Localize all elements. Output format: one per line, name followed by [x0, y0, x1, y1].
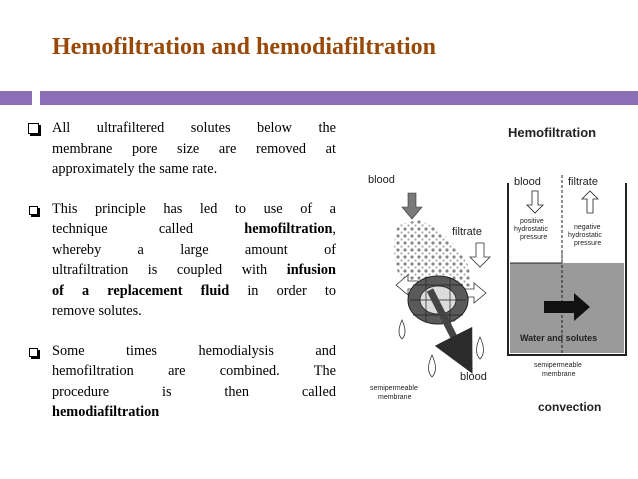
label-filtrate-right: filtrate	[568, 176, 598, 188]
checkbox-bullet-icon	[29, 206, 38, 215]
text-run: ultrafiltration is coupled with	[52, 262, 287, 278]
bullet-3-line-3: procedure is then called	[52, 383, 336, 400]
label-blood-bottom: blood	[460, 371, 487, 383]
negative-pressure-arrow-icon	[582, 191, 598, 213]
filtrate-arrow-icon	[470, 243, 490, 267]
label-blood-right: blood	[514, 176, 541, 188]
label-positive-pressure-2: hydrostatic	[514, 226, 548, 233]
convection-container	[508, 175, 626, 355]
bullet-3	[26, 341, 336, 423]
label-filtrate-left: filtrate	[452, 226, 482, 238]
label-membrane-left-1: semipermeable	[370, 385, 418, 392]
label-negative-pressure-2: hydrostatic	[568, 232, 602, 239]
accent-bar-left	[0, 91, 32, 105]
label-convection: convection	[538, 400, 602, 414]
label-membrane-right-1: semipermeable	[534, 362, 582, 369]
text-run: technique called	[52, 221, 245, 237]
bullet-2-line-5	[52, 281, 336, 302]
label-negative-pressure-1: negative	[574, 224, 601, 231]
diagram-title: Hemofiltration	[508, 125, 597, 140]
bullet-3-line-2: hemofiltration are combined. The	[52, 363, 336, 379]
bullet-1	[26, 118, 336, 180]
text-run: ,	[332, 221, 336, 237]
bullet-1-line-1: All ultrafiltered solutes below the	[52, 120, 336, 136]
bullet-2-line-4	[52, 260, 336, 281]
drop-icon	[429, 355, 436, 377]
slide-title: Hemofiltration and hemodiafiltration	[52, 34, 436, 60]
label-positive-pressure-3: pressure	[520, 234, 548, 241]
bullet-2-line-3: whereby a large amount of	[52, 241, 336, 258]
label-water-and-solutes: Water and solutes	[520, 333, 598, 343]
blood-in-arrow-icon	[402, 193, 422, 219]
checkbox-bullet-icon	[28, 123, 39, 134]
bullet-1-line-3: approximately the same rate.	[52, 161, 218, 177]
bullet-2-line-6: remove solutes.	[52, 303, 142, 319]
checkbox-bullet-icon	[29, 348, 38, 357]
bullet-2-line-2	[52, 219, 336, 240]
label-membrane-right-2: membrane	[542, 371, 576, 378]
label-membrane-left-2: membrane	[378, 394, 412, 401]
bullet-3-line-1: Some times hemodialysis and	[52, 342, 336, 359]
bullet-1-line-2: membrane pore size are removed at	[52, 140, 336, 157]
positive-pressure-arrow-icon	[527, 191, 543, 213]
hemofiltration-diagram	[368, 115, 628, 420]
drop-icon	[477, 337, 484, 359]
bullet-2	[26, 199, 336, 322]
term-hemofiltration: hemofiltration	[244, 221, 333, 237]
label-negative-pressure-3: pressure	[574, 240, 602, 247]
bullet-list	[26, 118, 336, 442]
drop-icon	[399, 320, 405, 339]
bullet-2-line-1: This principle has led to use of a	[52, 200, 336, 217]
label-blood-top: blood	[368, 174, 395, 186]
term-infusion: infusion	[286, 262, 336, 278]
accent-bar	[40, 91, 638, 105]
term-replacement-fluid: of a replacement fluid	[52, 282, 230, 299]
term-hemodiafiltration: hemodiafiltration	[52, 404, 160, 420]
text-run: in order to	[229, 282, 336, 299]
label-positive-pressure-1: positive	[520, 218, 544, 225]
